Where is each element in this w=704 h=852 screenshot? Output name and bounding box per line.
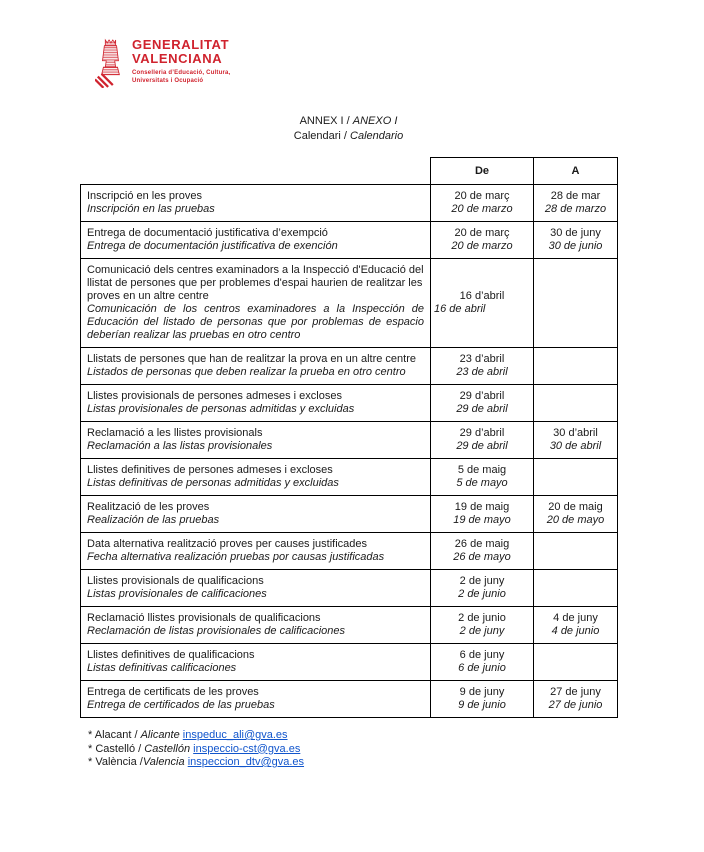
- activity-text-es: Listas provisionales de calificaciones: [87, 588, 267, 600]
- logo-brand-line2: VALENCIANA: [132, 51, 223, 66]
- logo-dept-line1: Conselleria d’Educació, Cultura,: [132, 70, 231, 76]
- date-to-line1: 28 de mar: [550, 190, 601, 202]
- date-from-cell: [431, 570, 534, 607]
- activity-text-ca: Reclamació llistes provisionals de qualificacions: [87, 612, 321, 624]
- date-from-line1: 23 d’abril: [459, 353, 505, 365]
- activity-text-es: Inscripción en las pruebas: [87, 203, 215, 215]
- date-from-cell: [431, 681, 534, 718]
- activity-text-ca: Comunicació dels centres examinadors a la Inspecció d'Educació del llistat de persones que per problemes d'espai haurien de realitzar les proves en un altre centre: [87, 264, 424, 302]
- date-from-cell: [431, 533, 534, 570]
- activity-cell: [81, 496, 431, 533]
- email-link[interactable]: inspeccion_dtv@gva.es: [187, 756, 305, 768]
- contact-line-valencia: [88, 756, 617, 770]
- activity-text-ca: Entrega de documentació justificativa d’exempció: [87, 227, 328, 239]
- date-to-line2: 30 de abril: [549, 440, 602, 452]
- activity-text-ca: Llistes provisionals de persones admeses i excloses: [87, 390, 342, 402]
- activity-cell: [81, 385, 431, 422]
- calendar-subtitle-ca: Calendari /: [293, 130, 351, 142]
- contact-line-castello: [88, 743, 617, 757]
- date-from-line2: 5 de mayo: [456, 477, 508, 489]
- header-spacer: [81, 158, 431, 185]
- date-from-cell: [431, 459, 534, 496]
- date-from-cell: [431, 348, 534, 385]
- date-to-cell: [534, 644, 618, 681]
- contact-name-es: Alicante: [140, 729, 180, 741]
- email-link[interactable]: inspeduc_ali@gva.es: [182, 729, 288, 741]
- activity-text-es: Listas definitivas de personas admitidas y excluidas: [87, 477, 339, 489]
- date-to-cell: [534, 459, 618, 496]
- table-row: [81, 533, 618, 570]
- table-row: [81, 607, 618, 644]
- date-to-line1: 27 de juny: [550, 686, 601, 698]
- date-from-line2: 16 de abril: [434, 303, 486, 315]
- activity-text-es: Comunicación de los centros examinadores a la Inspección de Educación del listado de personas que por problemas de espacio deberían realizar las pruebas en otro centro: [87, 303, 424, 341]
- date-from-line1: 2 de junio: [458, 612, 506, 624]
- date-from-line2: 2 de junio: [458, 588, 506, 600]
- activity-cell: [81, 459, 431, 496]
- date-to-cell: [534, 422, 618, 459]
- table-row: [81, 185, 618, 222]
- date-to-line2: 30 de junio: [548, 240, 603, 252]
- activity-text-es: Realización de las pruebas: [87, 514, 220, 526]
- date-from-line2: 29 de abril: [456, 403, 508, 415]
- table-row: [81, 570, 618, 607]
- logo-dept-line2: Universitats i Ocupació: [132, 78, 204, 84]
- date-from-line2: 6 de junio: [458, 662, 506, 674]
- date-from-line2: 29 de abril: [456, 440, 508, 452]
- logo-brand-line1: GENERALITAT: [132, 37, 230, 52]
- gva-logo-text: [132, 38, 230, 85]
- date-from-line1: 26 de maig: [454, 538, 510, 550]
- table-row: [81, 348, 618, 385]
- date-from-line2: 20 de marzo: [451, 240, 513, 252]
- date-from-line2: 19 de mayo: [453, 514, 511, 526]
- annex-title-es: ANEXO I: [352, 115, 398, 127]
- date-from-line2: 2 de juny: [459, 625, 505, 637]
- date-from-line1: 16 d’abril: [459, 290, 505, 302]
- date-from-line1: 19 de maig: [454, 501, 510, 513]
- table-row: [81, 422, 618, 459]
- date-to-line1: 20 de maig: [548, 501, 603, 513]
- activity-text-es: Reclamación a las listas provisionales: [87, 440, 273, 452]
- date-to-cell: [534, 496, 618, 533]
- date-to-cell: [534, 533, 618, 570]
- contact-name-es: Castellón: [144, 742, 191, 755]
- document-titles: [80, 114, 617, 144]
- activity-text-ca: Llistes definitives de qualificacions: [87, 649, 255, 661]
- activity-text-ca: Llistats de persones que han de realitzar la prova en un altre centre: [87, 353, 416, 365]
- date-from-line1: 2 de juny: [459, 575, 505, 587]
- date-to-cell: [534, 607, 618, 644]
- date-to-line1: 4 de juny: [553, 612, 598, 624]
- table-row: [81, 385, 618, 422]
- date-to-cell: [534, 259, 618, 348]
- activity-cell: [81, 422, 431, 459]
- calendar-body: [81, 185, 618, 718]
- date-to-line1: 30 de juny: [550, 227, 601, 239]
- table-row: [81, 222, 618, 259]
- date-to-cell: [534, 570, 618, 607]
- table-row: [81, 681, 618, 718]
- table-row: [81, 459, 618, 496]
- contact-prefix: * València /: [88, 756, 143, 768]
- date-from-cell: [431, 644, 534, 681]
- activity-cell: [81, 570, 431, 607]
- date-from-line2: 9 de junio: [458, 699, 506, 711]
- calendar-subtitle-es: Calendario: [350, 130, 404, 142]
- date-to-cell: [534, 385, 618, 422]
- date-from-cell: [431, 385, 534, 422]
- table-row: [81, 644, 618, 681]
- date-to-line2: 28 de marzo: [544, 203, 607, 215]
- activity-text-ca: Data alternativa realització proves per causes justificades: [87, 538, 368, 550]
- date-from-line1: 9 de juny: [459, 686, 505, 698]
- date-from-cell: [431, 259, 534, 348]
- activity-cell: [81, 533, 431, 570]
- activity-text-es: Entrega de documentación justificativa de exención: [87, 240, 338, 252]
- contact-prefix: * Castelló /: [88, 742, 145, 755]
- calendar-table: [80, 157, 618, 718]
- activity-cell: [81, 185, 431, 222]
- activity-text-es: Reclamación de listas provisionales de calificaciones: [87, 625, 346, 637]
- date-from-cell: [431, 185, 534, 222]
- date-to-cell: [534, 185, 618, 222]
- activity-cell: [81, 607, 431, 644]
- email-link[interactable]: inspeccio-cst@gva.es: [193, 742, 301, 755]
- activity-cell: [81, 222, 431, 259]
- contact-name-es: Valencia: [142, 756, 185, 768]
- date-from-cell: [431, 222, 534, 259]
- document-page: [80, 38, 617, 770]
- activity-text-ca: Entrega de certificats de les proves: [87, 686, 259, 698]
- calendar-header-row: [81, 158, 618, 185]
- date-from-line1: 6 de juny: [459, 649, 505, 661]
- activity-text-es: Listas definitivas calificaciones: [87, 662, 237, 674]
- contact-prefix: * Alacant /: [88, 729, 141, 741]
- date-to-line2: 27 de junio: [548, 699, 603, 711]
- activity-cell: [81, 644, 431, 681]
- activity-text-ca: Inscripció en les proves: [87, 190, 202, 202]
- date-from-line2: 23 de abril: [456, 366, 508, 378]
- date-to-cell: [534, 681, 618, 718]
- table-row: [81, 259, 618, 348]
- date-from-line1: 29 d’abril: [459, 390, 505, 402]
- annex-title-ca: ANNEX I /: [299, 115, 353, 127]
- date-to-cell: [534, 348, 618, 385]
- date-from-line1: 5 de maig: [457, 464, 507, 476]
- date-to-line2: 20 de mayo: [546, 514, 605, 526]
- date-from-cell: [431, 607, 534, 644]
- date-from-cell: [431, 496, 534, 533]
- calendar-subtitle: [80, 129, 617, 144]
- activity-text-es: Entrega de certificados de las pruebas: [87, 699, 275, 711]
- date-from-line1: 29 d’abril: [459, 427, 505, 439]
- date-from-line2: 20 de marzo: [451, 203, 513, 215]
- date-to-line2: 4 de junio: [551, 625, 600, 637]
- activity-text-ca: Llistes provisionals de qualificacions: [87, 575, 264, 587]
- contact-list: [88, 729, 617, 770]
- column-header-to: A: [534, 158, 618, 185]
- activity-text-ca: Realització de les proves: [87, 501, 210, 513]
- activity-text-es: Listados de personas que deben realizar la prueba en otro centro: [87, 366, 406, 378]
- activity-text-es: Listas provisionales de personas admitidas y excluidas: [87, 403, 355, 415]
- gva-emblem-icon: [95, 38, 125, 91]
- activity-cell: [81, 259, 431, 348]
- activity-cell: [81, 348, 431, 385]
- date-to-line1: 30 d’abril: [553, 427, 598, 439]
- date-from-line1: 20 de març: [454, 190, 510, 202]
- table-row: [81, 496, 618, 533]
- date-to-cell: [534, 222, 618, 259]
- annex-title: [80, 114, 617, 129]
- activity-text-es: Fecha alternativa realización pruebas por causas justificadas: [87, 551, 385, 563]
- date-from-line2: 26 de mayo: [453, 551, 511, 563]
- gva-logo: [95, 38, 617, 90]
- column-header-from: De: [431, 158, 534, 185]
- activity-text-ca: Llistes definitives de persones admeses i excloses: [87, 464, 333, 476]
- date-from-cell: [431, 422, 534, 459]
- activity-text-ca: Reclamació a les llistes provisionals: [87, 427, 263, 439]
- contact-line-alacant: [88, 729, 617, 743]
- date-from-line1: 20 de març: [454, 227, 510, 239]
- activity-cell: [81, 681, 431, 718]
